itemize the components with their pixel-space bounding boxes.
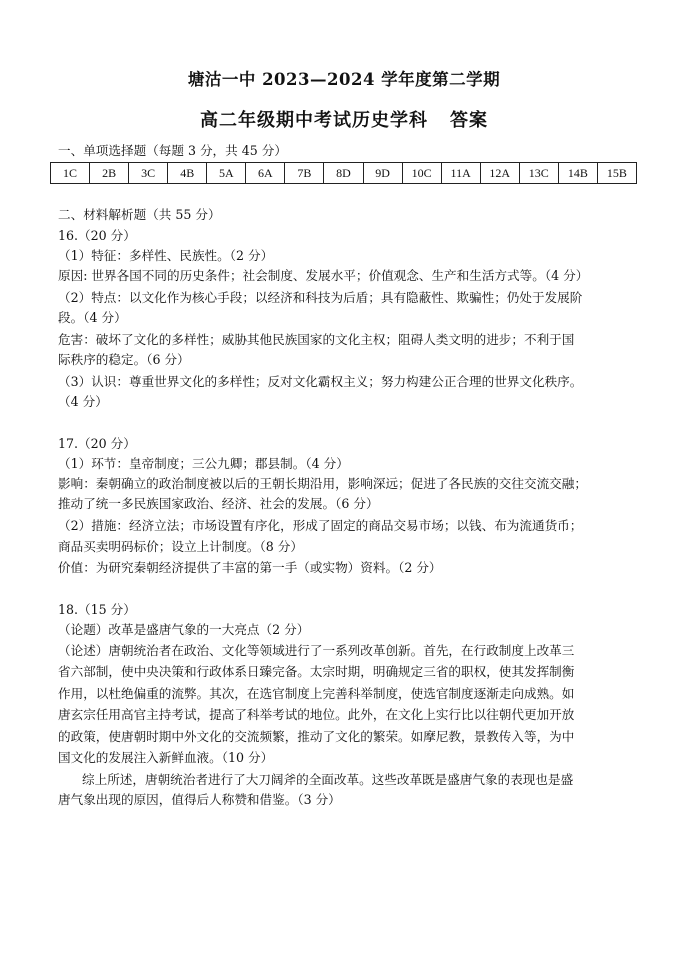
q18-line: 国文化的发展注入新鲜血液。（10 分） [58,750,274,765]
answer-cell: 4B [168,163,207,184]
answer-cell: 11A [441,163,480,184]
q16-line: （1）特征：多样性、民族性。（2 分） [58,248,274,263]
q16-line: （2）特点：以文化作为核心手段；以经济和科技为后盾；具有隐蔽性、欺骗性；仍处于发展阶 [58,290,583,305]
school-term-title: 塘沽一中 2023—2024 学年度第二学期 [187,70,501,89]
answer-table [50,162,637,184]
q17-line: 商品买卖明码标价；设立上计制度。（8 分） [58,539,303,554]
answer-cell: 7B [285,163,324,184]
q16-line: 原因: 世界各国不同的历史条件；社会制度、发展水平；价值观念、生产和生活方式等。（4 分） [58,268,589,283]
answer-cell: 13C [519,163,558,184]
q16-line: 段。（4 分） [58,310,127,325]
q16-line: 际秩序的稳定。（6 分） [58,352,190,367]
section1-title: 一、单项选择题（每题 3 分，共 45 分） [58,143,287,158]
answer-cell: 6A [246,163,285,184]
q17-line: 推动了统一多民族国家政治、经济、社会的发展。（6 分） [58,496,379,511]
answer-row [51,163,637,184]
q16-line: （4 分） [58,394,108,409]
answer-cell: 9D [363,163,402,184]
answer-cell: 8D [324,163,363,184]
answer-cell: 10C [402,163,441,184]
q17-line: （1）环节：皇帝制度；三公九卿；郡县制。（4 分） [58,456,349,471]
q17-line: 价值：为研究秦朝经济提供了丰富的第一手（或实物）资料。（2 分） [58,560,442,575]
q18-line: 省六部制，使中央决策和行政体系日臻完备。太宗时期，明确规定三省的职权，使其发挥制衡 [58,664,575,679]
q18-line: （论述）唐朝统治者在政治、文化等领域进行了一系列改革创新。首先，在行政制度上改革三 [58,643,575,658]
answer-label: 答案 [450,110,488,131]
q17-line: （2）措施：经济立法；市场设置有序化，形成了固定的商品交易市场；以钱、布为流通货币； [58,518,583,533]
answer-cell: 12A [480,163,519,184]
q17-heading: 17.（20 分） [58,436,136,451]
q17-line: 影响：秦朝确立的政治制度被以后的王朝长期沿用，影响深远；促进了各民族的交往交流交融； [58,476,587,491]
answer-cell: 14B [558,163,597,184]
exam-subject-title: 高二年级期中考试历史学科 [200,110,428,131]
q18-line: 综上所述，唐朝统治者进行了大刀阔斧的全面改革。这些改革既是盛唐气象的表现也是盛 [82,772,574,787]
answer-cell: 5A [207,163,246,184]
q18-line: 的政策，使唐朝时期中外文化的交流频繁，推动了文化的繁荣。如摩尼教，景教传入等，为中 [58,729,575,744]
q18-line: （论题）改革是盛唐气象的一大亮点（2 分） [58,622,310,637]
section2-title: 二、材料解析题（共 55 分） [58,207,221,222]
q16-line: 危害：破坏了文化的多样性；威胁其他民族国家的文化主权；阻碍人类文明的进步；不利于国 [58,332,575,347]
exam-title [0,106,688,132]
answer-cell: 3C [129,163,168,184]
answer-cell: 1C [51,163,90,184]
q18-line: 唐气象出现的原因，值得后人称赞和借鉴。（3 分） [58,792,341,807]
q16-heading: 16.（20 分） [58,228,136,243]
q18-line: 唐玄宗任用高官主持考试，提高了科举考试的地位。此外，在文化上实行比以往朝代更加开放 [58,707,575,722]
q18-line: 作用，以杜绝偏重的流弊。其次，在选官制度上完善科举制度，使选官制度逐渐走向成熟。如 [58,686,575,701]
answer-cell: 15B [597,163,636,184]
answer-cell: 2B [90,163,129,184]
q18-heading: 18.（15 分） [58,602,136,617]
q16-line: （3）认识：尊重世界文化的多样性；反对文化霸权主义；努力构建公正合理的世界文化秩序。 [58,374,583,389]
